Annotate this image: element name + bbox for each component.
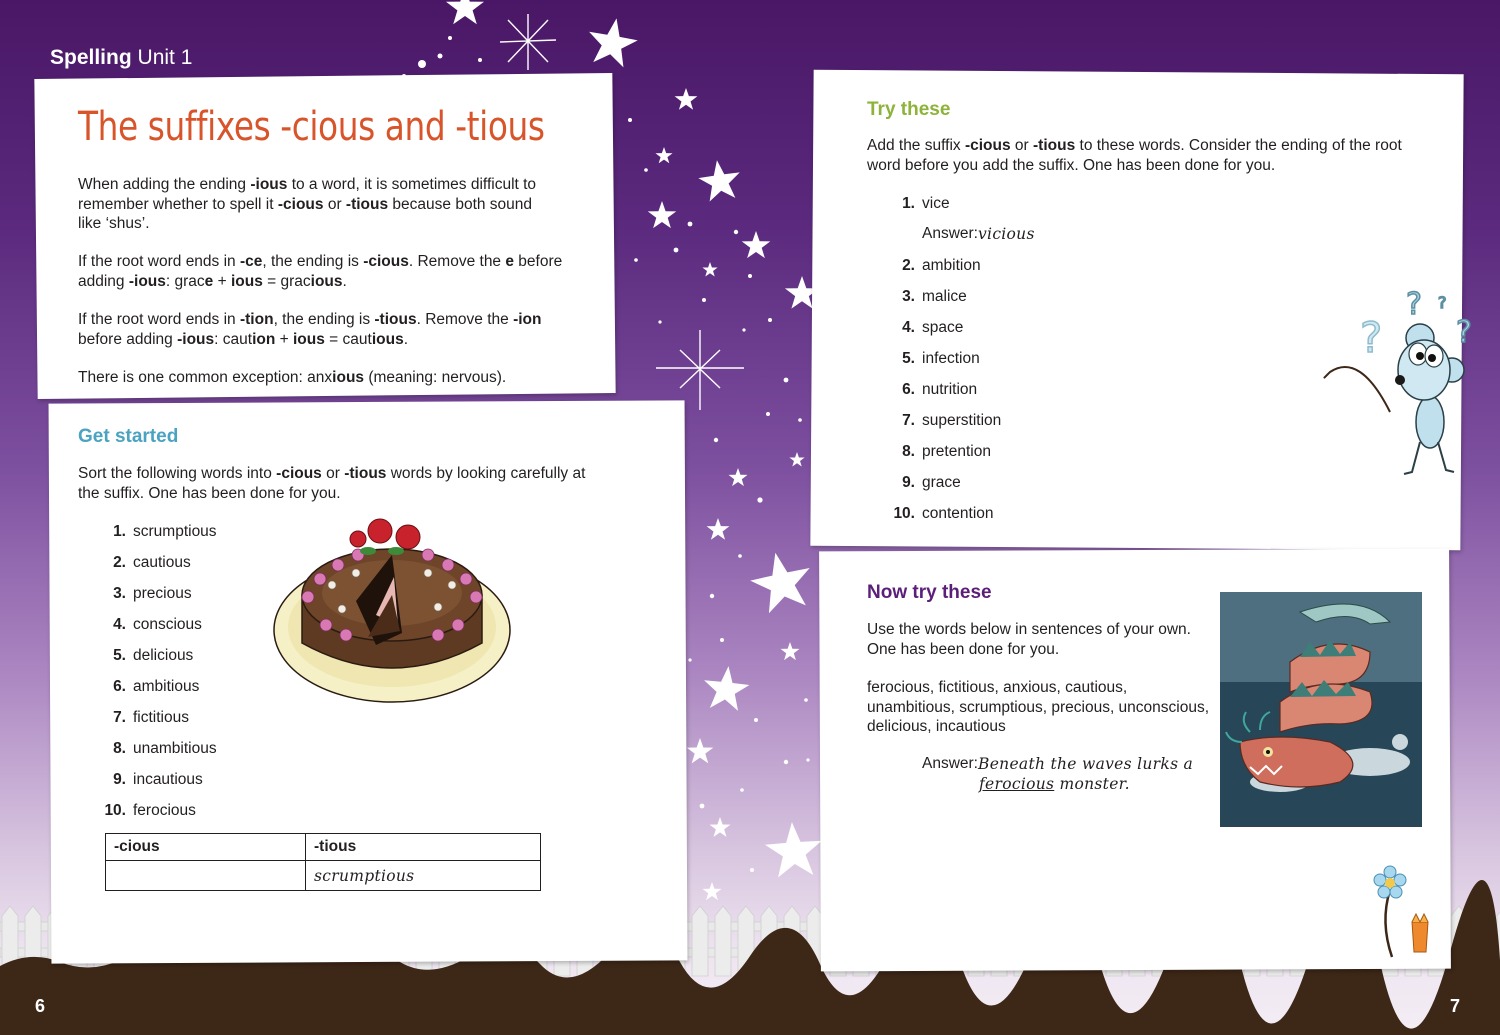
sorting-table <box>105 833 541 891</box>
try-these-instructions: Add the suffix -cious or -tious to these words. Consider the ending of the root word before you add the suffix. One has been done for you. <box>867 137 1402 174</box>
svg-text:?: ? <box>1406 287 1422 322</box>
item-word: space <box>922 319 964 336</box>
try-these-example-answer <box>922 225 1035 243</box>
fence-picket <box>692 906 708 976</box>
list-item <box>98 739 217 770</box>
svg-text:?: ? <box>1360 313 1383 362</box>
item-word: infection <box>922 350 980 367</box>
item-number: 9. <box>902 474 915 491</box>
now-try-example-answer <box>922 754 1212 795</box>
table-header-cious: -cious <box>106 834 306 861</box>
list-item <box>98 770 217 801</box>
item-word: contention <box>922 505 994 522</box>
intro-paragraph-1: When adding the ending -ious to a word, it is sometimes difficult to remember whether to spell it -cious or -tious because both sound like ‘shus’. <box>78 176 537 232</box>
try-these-first-item <box>887 194 950 225</box>
item-number: 7. <box>902 412 915 429</box>
list-item <box>887 318 1001 349</box>
item-word: precious <box>133 585 192 602</box>
svg-text:?: ? <box>1456 315 1472 350</box>
item-number: 2. <box>113 554 126 571</box>
page-title: The suffixes -cious and -tious <box>78 104 545 150</box>
item-word: grace <box>922 474 961 491</box>
item-number: 10. <box>893 505 915 522</box>
now-try-instructions: Use the words below in sentences of your own. One has been done for you. <box>867 621 1191 658</box>
item-number: 1. <box>113 523 126 540</box>
list-item <box>98 677 217 708</box>
now-try-title: Now try these <box>867 582 992 603</box>
intro-paragraph-2: If the root word ends in -ce, the ending is -cious. Remove the e before adding -ious: grace + ious = gracious. <box>78 253 563 290</box>
list-item <box>98 522 217 553</box>
item-number: 5. <box>113 647 126 664</box>
item-word: superstition <box>922 412 1002 429</box>
item-word: ambition <box>922 257 981 274</box>
answer-underlined-word: ferocious <box>979 775 1055 793</box>
list-item <box>98 646 217 677</box>
list-item <box>887 256 1001 287</box>
item-number: 7. <box>113 709 126 726</box>
now-try-word-list: ferocious, fictitious, anxious, cautious, unambitious, scrumptious, precious, unconscious, delicious, incautious <box>867 679 1210 735</box>
item-word: vice <box>922 195 950 212</box>
item-number: 3. <box>902 288 915 305</box>
list-item <box>98 708 217 739</box>
item-number: 6. <box>113 678 126 695</box>
try-these-word-list <box>887 256 1001 535</box>
page-number-left: 6 <box>35 996 46 1016</box>
flower-decoration <box>1370 862 1440 962</box>
item-number: 4. <box>902 319 915 336</box>
table-header-tious: -tious <box>306 834 541 861</box>
item-number: 4. <box>113 616 126 633</box>
item-number: 1. <box>902 195 915 212</box>
item-number: 2. <box>902 257 915 274</box>
fence-picket <box>715 906 731 976</box>
unit-heading: Spelling Unit 1 <box>50 46 193 69</box>
item-word: ambitious <box>133 678 200 695</box>
item-number: 6. <box>902 381 915 398</box>
item-word: nutrition <box>922 381 978 398</box>
intro-paragraph-4: There is one common exception: anxious (meaning: nervous). <box>78 369 507 386</box>
answer-sentence-line-2: monster. <box>1054 775 1130 793</box>
item-word: pretention <box>922 443 991 460</box>
sea-monster-illustration <box>1220 592 1422 827</box>
answer-value: vicious <box>978 225 1035 243</box>
try-these-title: Try these <box>867 99 951 120</box>
list-item <box>887 504 1001 535</box>
item-number: 10. <box>104 802 126 819</box>
list-item <box>887 411 1001 442</box>
list-item <box>887 473 1001 504</box>
item-word: delicious <box>133 647 194 664</box>
table-cell-tious[interactable]: scrumptious <box>306 861 541 891</box>
item-number: 5. <box>902 350 915 367</box>
item-number: 3. <box>113 585 126 602</box>
answer-label: Answer: <box>922 755 978 772</box>
get-started-instructions: Sort the following words into -cious or -tious words by looking carefully at the suffix. One has been done for you. <box>78 465 586 502</box>
intro-paragraph-3: If the root word ends in -tion, the ending is -tious. Remove the -ion before adding -ious: caution + ious = cautious. <box>78 311 542 348</box>
answer-label: Answer: <box>922 225 978 242</box>
page-number-right: 7 <box>1450 996 1461 1016</box>
list-item <box>98 615 217 646</box>
list-item <box>887 349 1001 380</box>
list-item <box>887 287 1001 318</box>
item-number: 8. <box>902 443 915 460</box>
svg-text:?: ? <box>1438 293 1447 312</box>
confused-mouse-illustration <box>1320 282 1480 482</box>
get-started-word-list <box>98 522 217 832</box>
answer-sentence-line-1: Beneath the waves lurks a <box>978 755 1194 773</box>
list-item <box>98 553 217 584</box>
get-started-title: Get started <box>78 426 179 447</box>
list-item <box>98 801 217 832</box>
table-cell-cious[interactable] <box>106 861 306 891</box>
list-item <box>887 380 1001 411</box>
item-word: malice <box>922 288 967 305</box>
list-item <box>887 442 1001 473</box>
item-word: unambitious <box>133 740 217 757</box>
item-word: incautious <box>133 771 203 788</box>
list-item <box>98 584 217 615</box>
chocolate-cake-illustration <box>268 515 518 710</box>
item-word: fictitious <box>133 709 189 726</box>
item-word: scrumptious <box>133 523 217 540</box>
item-word: ferocious <box>133 802 196 819</box>
item-word: cautious <box>133 554 191 571</box>
item-word: conscious <box>133 616 202 633</box>
item-number: 9. <box>113 771 126 788</box>
item-number: 8. <box>113 740 126 757</box>
